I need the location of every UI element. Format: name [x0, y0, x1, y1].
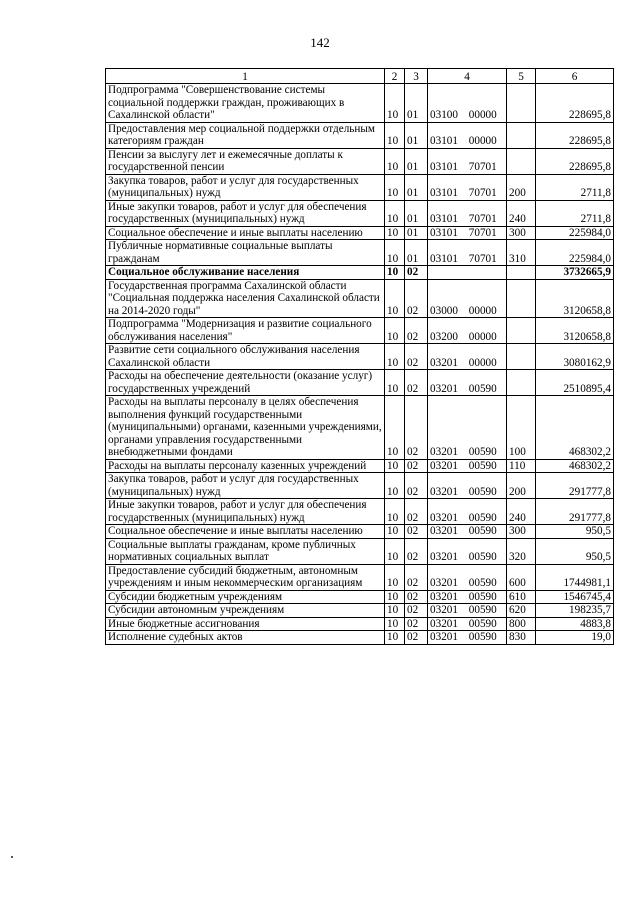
column-header: 1	[106, 69, 385, 84]
row-subsection-cell: 02	[405, 459, 428, 473]
row-target-article-cell: 03000 00000	[428, 279, 507, 318]
row-subsection-cell: 01	[405, 122, 428, 148]
row-subsection-cell: 02	[405, 279, 428, 318]
page-number: 142	[310, 35, 330, 50]
row-section-cell: 10	[385, 473, 405, 499]
row-section-cell: 10	[385, 148, 405, 174]
table-row	[106, 396, 614, 460]
column-header: 4	[428, 69, 507, 84]
row-amount-cell: 228695,8	[536, 148, 614, 174]
row-subsection-cell: 02	[405, 396, 428, 460]
row-subsection-cell: 01	[405, 200, 428, 226]
row-section-cell: 10	[385, 279, 405, 318]
row-name-cell: Подпрограмма "Совершенствование системы социальной поддержки граждан, проживающих в Сахалинской области"	[106, 84, 385, 123]
row-section-cell: 10	[385, 318, 405, 344]
row-target-article-cell: 03201 00590	[428, 631, 507, 645]
row-name-cell: Расходы на обеспечение деятельности (оказание услуг) государственных учреждений	[106, 370, 385, 396]
row-name-cell: Иные бюджетные ассигнования	[106, 617, 385, 631]
row-target-article-cell: 03101 70701	[428, 226, 507, 240]
table-row	[106, 200, 614, 226]
row-name-cell: Предоставление субсидий бюджетным, автономным учреждениям и иным некоммерческим организациям	[106, 564, 385, 590]
row-target-article-cell: 03201 00590	[428, 564, 507, 590]
row-subsection-cell: 01	[405, 174, 428, 200]
table-header-row	[106, 69, 614, 84]
row-expense-type-cell: 800	[507, 617, 536, 631]
row-name-cell: Государственная программа Сахалинской области "Социальная поддержка населения Сахалинской области на 2014-2020 годы"	[106, 279, 385, 318]
row-target-article-cell: 03201 00590	[428, 525, 507, 539]
row-amount-cell: 291777,8	[536, 499, 614, 525]
row-target-article-cell: 03201 00590	[428, 604, 507, 618]
row-target-article-cell: 03201 00590	[428, 473, 507, 499]
row-expense-type-cell	[507, 344, 536, 370]
row-name-cell: Расходы на выплаты персоналу казенных учреждений	[106, 459, 385, 473]
row-subsection-cell: 02	[405, 318, 428, 344]
table-row	[106, 538, 614, 564]
row-amount-cell: 198235,7	[536, 604, 614, 618]
row-name-cell: Публичные нормативные социальные выплаты гражданам	[106, 240, 385, 266]
row-amount-cell: 2510895,4	[536, 370, 614, 396]
row-name-cell: Социальное обслуживание населения	[106, 266, 385, 280]
row-expense-type-cell: 240	[507, 499, 536, 525]
row-name-cell: Расходы на выплаты персоналу в целях обеспечения выполнения функций государственными (муниципальными) органами, казенными учреждениями, органами управления государственными внебюджетными фондами	[106, 396, 385, 460]
row-name-cell: Развитие сети социального обслуживания населения Сахалинской области	[106, 344, 385, 370]
row-expense-type-cell: 830	[507, 631, 536, 645]
table-row	[106, 525, 614, 539]
row-amount-cell: 228695,8	[536, 122, 614, 148]
row-expense-type-cell: 240	[507, 200, 536, 226]
row-target-article-cell: 03101 70701	[428, 148, 507, 174]
row-subsection-cell: 02	[405, 344, 428, 370]
row-expense-type-cell	[507, 318, 536, 344]
row-name-cell: Исполнение судебных актов	[106, 631, 385, 645]
row-subsection-cell: 02	[405, 266, 428, 280]
row-amount-cell: 19,0	[536, 631, 614, 645]
row-amount-cell: 225984,0	[536, 226, 614, 240]
row-amount-cell: 468302,2	[536, 396, 614, 460]
row-target-article-cell: 03201 00590	[428, 590, 507, 604]
row-expense-type-cell	[507, 266, 536, 280]
row-expense-type-cell	[507, 279, 536, 318]
row-section-cell: 10	[385, 226, 405, 240]
row-section-cell: 10	[385, 525, 405, 539]
row-expense-type-cell: 200	[507, 174, 536, 200]
row-amount-cell: 228695,8	[536, 84, 614, 123]
row-section-cell: 10	[385, 617, 405, 631]
row-name-cell: Иные закупки товаров, работ и услуг для обеспечения государственных (муниципальных) нужд	[106, 499, 385, 525]
row-expense-type-cell: 110	[507, 459, 536, 473]
row-expense-type-cell	[507, 84, 536, 123]
row-amount-cell: 3732665,9	[536, 266, 614, 280]
table-row	[106, 631, 614, 645]
table-row	[106, 226, 614, 240]
row-name-cell: Пенсии за выслугу лет и ежемесячные доплаты к государственной пенсии	[106, 148, 385, 174]
row-name-cell: Подпрограмма "Модернизация и развитие социального обслуживания населения"	[106, 318, 385, 344]
row-name-cell: Социальное обеспечение и иные выплаты населению	[106, 226, 385, 240]
row-section-cell: 10	[385, 370, 405, 396]
row-target-article-cell: 03201 00590	[428, 396, 507, 460]
row-section-cell: 10	[385, 459, 405, 473]
row-name-cell: Субсидии бюджетным учреждениям	[106, 590, 385, 604]
row-target-article-cell: 03201 00590	[428, 370, 507, 396]
row-expense-type-cell: 300	[507, 226, 536, 240]
row-expense-type-cell: 620	[507, 604, 536, 618]
row-amount-cell: 3120658,8	[536, 279, 614, 318]
row-amount-cell: 4883,8	[536, 617, 614, 631]
column-header: 6	[536, 69, 614, 84]
row-subsection-cell: 02	[405, 631, 428, 645]
row-subsection-cell: 01	[405, 226, 428, 240]
column-header: 3	[405, 69, 428, 84]
table-row	[106, 266, 614, 280]
row-name-cell: Закупка товаров, работ и услуг для государственных (муниципальных) нужд	[106, 473, 385, 499]
row-section-cell: 10	[385, 499, 405, 525]
row-section-cell: 10	[385, 604, 405, 618]
row-amount-cell: 950,5	[536, 525, 614, 539]
row-expense-type-cell: 600	[507, 564, 536, 590]
table-row	[106, 148, 614, 174]
row-expense-type-cell: 200	[507, 473, 536, 499]
row-subsection-cell: 02	[405, 499, 428, 525]
row-amount-cell: 3120658,8	[536, 318, 614, 344]
row-name-cell: Закупка товаров, работ и услуг для государственных (муниципальных) нужд	[106, 174, 385, 200]
row-name-cell: Субсидии автономным учреждениям	[106, 604, 385, 618]
row-target-article-cell: 03201 00590	[428, 459, 507, 473]
row-subsection-cell: 02	[405, 564, 428, 590]
column-header: 5	[507, 69, 536, 84]
row-subsection-cell: 02	[405, 617, 428, 631]
row-name-cell: Предоставления мер социальной поддержки отдельным категориям граждан	[106, 122, 385, 148]
row-subsection-cell: 02	[405, 604, 428, 618]
row-amount-cell: 2711,8	[536, 174, 614, 200]
row-target-article-cell: 03100 00000	[428, 84, 507, 123]
table-row	[106, 370, 614, 396]
row-name-cell: Иные закупки товаров, работ и услуг для обеспечения государственных (муниципальных) нужд	[106, 200, 385, 226]
row-target-article-cell: 03201 00590	[428, 499, 507, 525]
row-expense-type-cell	[507, 148, 536, 174]
row-target-article-cell	[428, 266, 507, 280]
row-section-cell: 10	[385, 590, 405, 604]
row-amount-cell: 3080162,9	[536, 344, 614, 370]
row-subsection-cell: 01	[405, 240, 428, 266]
table-row	[106, 84, 614, 123]
row-target-article-cell: 03201 00590	[428, 538, 507, 564]
row-target-article-cell: 03101 00000	[428, 122, 507, 148]
row-amount-cell: 2711,8	[536, 200, 614, 226]
row-target-article-cell: 03101 70701	[428, 200, 507, 226]
row-section-cell: 10	[385, 396, 405, 460]
budget-table	[105, 68, 614, 645]
row-amount-cell: 291777,8	[536, 473, 614, 499]
row-subsection-cell: 02	[405, 590, 428, 604]
row-target-article-cell: 03201 00000	[428, 344, 507, 370]
table-row	[106, 459, 614, 473]
row-subsection-cell: 02	[405, 473, 428, 499]
row-expense-type-cell: 610	[507, 590, 536, 604]
row-subsection-cell: 02	[405, 370, 428, 396]
row-target-article-cell: 03200 00000	[428, 318, 507, 344]
table-row	[106, 240, 614, 266]
table-row	[106, 122, 614, 148]
row-expense-type-cell: 100	[507, 396, 536, 460]
row-name-cell: Социальное обеспечение и иные выплаты населению	[106, 525, 385, 539]
table-body	[106, 84, 614, 645]
table-row	[106, 499, 614, 525]
row-amount-cell: 1744981,1	[536, 564, 614, 590]
row-section-cell: 10	[385, 631, 405, 645]
row-expense-type-cell: 310	[507, 240, 536, 266]
row-section-cell: 10	[385, 200, 405, 226]
row-target-article-cell: 03101 70701	[428, 240, 507, 266]
row-expense-type-cell	[507, 122, 536, 148]
table-row	[106, 564, 614, 590]
row-section-cell: 10	[385, 240, 405, 266]
row-amount-cell: 225984,0	[536, 240, 614, 266]
row-expense-type-cell	[507, 370, 536, 396]
row-subsection-cell: 02	[405, 525, 428, 539]
row-subsection-cell: 02	[405, 538, 428, 564]
table-row	[106, 318, 614, 344]
row-subsection-cell: 01	[405, 84, 428, 123]
row-expense-type-cell: 320	[507, 538, 536, 564]
row-expense-type-cell: 300	[507, 525, 536, 539]
row-section-cell: 10	[385, 266, 405, 280]
row-amount-cell: 468302,2	[536, 459, 614, 473]
row-amount-cell: 950,5	[536, 538, 614, 564]
table-row	[106, 174, 614, 200]
row-subsection-cell: 01	[405, 148, 428, 174]
row-section-cell: 10	[385, 538, 405, 564]
scan-dot	[11, 856, 13, 858]
row-section-cell: 10	[385, 564, 405, 590]
table-row	[106, 604, 614, 618]
row-target-article-cell: 03101 70701	[428, 174, 507, 200]
table-row	[106, 590, 614, 604]
table-row	[106, 344, 614, 370]
table-row	[106, 279, 614, 318]
row-target-article-cell: 03201 00590	[428, 617, 507, 631]
table-row	[106, 617, 614, 631]
row-name-cell: Социальные выплаты гражданам, кроме публичных нормативных социальных выплат	[106, 538, 385, 564]
row-section-cell: 10	[385, 344, 405, 370]
table-row	[106, 473, 614, 499]
row-section-cell: 10	[385, 84, 405, 123]
row-section-cell: 10	[385, 174, 405, 200]
row-amount-cell: 1546745,4	[536, 590, 614, 604]
column-header: 2	[385, 69, 405, 84]
row-section-cell: 10	[385, 122, 405, 148]
